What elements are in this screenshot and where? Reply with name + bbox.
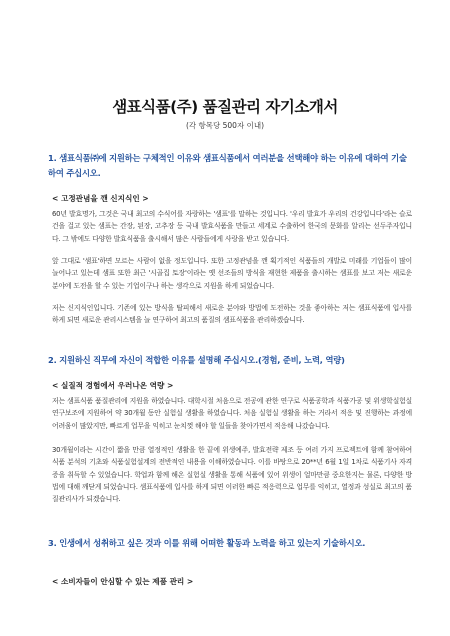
- section-1-paragraph-1: 60년 발효명가, 그것은 국내 최고의 수식어를 자랑하는 '샘표'를 말하는 것입니다. '우리 발효가 우리의 건강입니다'라는 슬로건을 걸고 있는 샘표는 간장, 된장, 고추장 등 국내 발효식품을 만들고 세계로 수출하여 한국의 문화를 알리는 선두주자입니다. 그 밖에도 다양한 발효식품을 출시해서 많은 사람들에게 사랑을 받고 있습니다.: [52, 210, 412, 243]
- section-2-subheading: < 실질적 경험에서 우러나온 역량 >: [52, 381, 174, 390]
- section-1-subheading: < 고정관념을 깬 신지식인 >: [52, 194, 149, 203]
- question-1: 1. 샘표식품㈜에 지원하는 구체적인 이유와 샘표식품에서 여러분을 선택해야 하는 이유에 대하여 기술하여 주십시오.: [48, 153, 407, 178]
- question-3: 3. 인생에서 성취하고 싶은 것과 이를 위해 어떠한 활동과 노력을 하고 있는지 기술하시오.: [48, 538, 366, 548]
- page-subtitle: (각 항목당 500자 이내): [185, 121, 265, 130]
- section-1-paragraph-3: 저는 신지식인입니다. 기존에 있는 방식을 탈피해서 새로운 분야와 방법에 도전하는 것을 좋아하는 저는 샘표식품에 입사를 하게 되면 새로운 관리시스템을 늘 연구하여 최고의 품질의 샘표식품을 관리하겠습니다.: [52, 304, 412, 325]
- section-3-subheading: < 소비자들이 안심할 수 있는 제품 관리 >: [52, 577, 194, 586]
- section-1-paragraph-2: 앞 그대로 '샘표'하면 모르는 사람이 없을 정도입니다. 또한 고정관념을 깬 획기적인 식품들의 개발로 미래를 기업들이 많이 늘어나고 있는데 샘표 또한 최근 '시골집 토장'이라는 옛 선조들의 방식을 재현한 제품을 출시하는 샘표를 보고 저는 새로운 분야에 도전을 할 수 있는 기업이구나 하는 생각으로 지원을 하게 되었습니다.: [52, 257, 412, 290]
- question-2: 2. 지원하신 직무에 자신이 적합한 이유를 설명해 주십시오.(경험, 준비, 노력, 역량): [48, 355, 345, 365]
- section-2-paragraph-2: 30개월이라는 시간이 짧을 만큼 열정적인 생활을 한 끝에 위생예주, 발효전략 제조 등 여러 가지 프로젝트에 함께 참여하여 식품 분석의 기초와 식품실험설계의 전반적인 내용을 이해하였습니다. 이를 바탕으로 20**년 6월 1일 1차로 식품기사 자격증을 취득할 수 있었습니다. 학업과 함께 해온 실험실 생활을 통해 식품에 있어 위생이 얼마만큼 중요한지는 물론, 다양한 방법에 대해 깨닫게 되었습니다. 샘표식품에 입사를 하게 되면 이러한 빠른 적응력으로 업무를 익히고, 열정과 성실로 최고의 품질관리사가 되겠습니다.: [52, 446, 412, 504]
- section-2-paragraph-1: 저는 샘표식품 품질관리에 지원을 하였습니다. 대학시절 처음으로 전공에 관한 연구로 식품공학과 식품가공 및 위생학실험실 연구보조에 지원하여 약 30개월 동안 실험실 생활을 하였습니다. 처음 실험실 생활을 하는 거라서 적응 및 진행하는 과정에 어려움이 많았지만, 빠르게 업무을 익히고 눈치껏 해야 할 일들을 찾아가면서 적응해 나갔습니다.: [52, 397, 412, 430]
- page-title: 샘표식품(주) 품질관리 자기소개서: [112, 98, 338, 116]
